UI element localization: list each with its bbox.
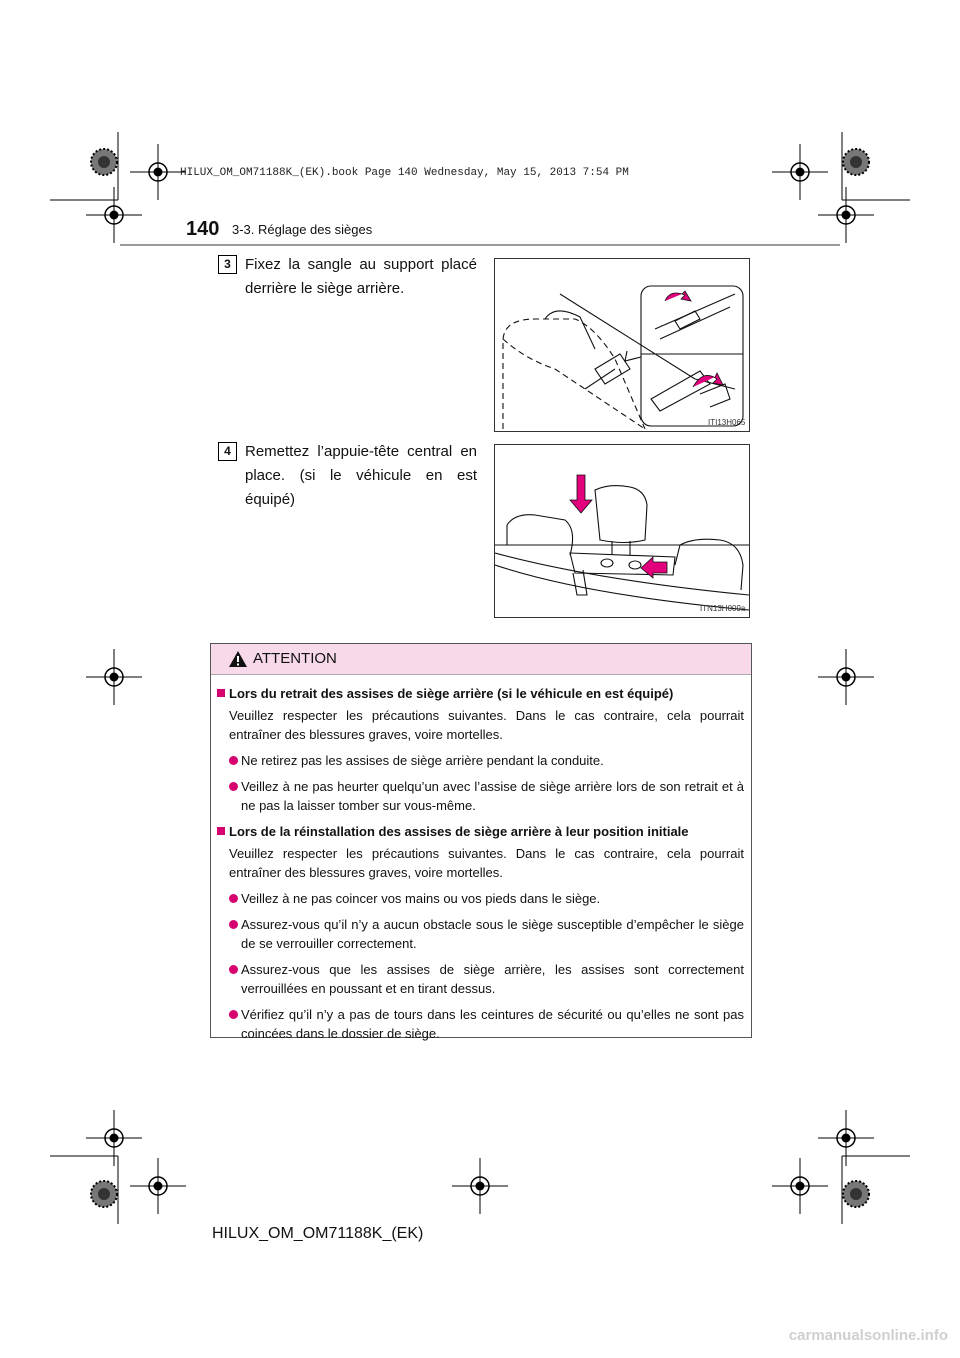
color-target-icon (91, 1181, 117, 1207)
square-bullet-icon (217, 689, 225, 697)
registration-mark-icon (130, 144, 186, 200)
color-target-icon (91, 149, 117, 175)
step-number-badge: 3 (218, 255, 237, 274)
warning-bullet: Veillez à ne pas coincer vos mains ou vos pieds dans le siège. (217, 889, 744, 908)
warning-bullet: Ne retirez pas les assises de siège arrière pendant la conduite. (217, 751, 744, 770)
warning-box (210, 643, 752, 1041)
square-bullet-icon (217, 827, 225, 835)
warning-section (217, 822, 744, 1043)
registration-mark-icon (86, 1110, 142, 1166)
warning-paragraph: Veuillez respecter les précautions suivantes. Dans le cas contraire, cela pourrait entraîner des blessures graves, voire mortelles. (229, 708, 744, 742)
registration-mark-icon (818, 187, 874, 243)
circle-bullet-icon (229, 920, 238, 929)
watermark: carmanualsonline.info (788, 1327, 948, 1344)
header-rule (120, 244, 840, 246)
circle-bullet-icon (229, 1010, 238, 1019)
warning-bullet: Veillez à ne pas heurter quelqu’un avec l’assise de siège arrière lors de son retrait et à ne pas la laisser tomber sur vous-même. (217, 777, 744, 815)
figure-strap-attach (494, 258, 750, 432)
circle-bullet-icon (229, 894, 238, 903)
section-title: 3-3. Réglage des sièges (232, 222, 373, 237)
warning-paragraph: Veuillez respecter les précautions suivantes. Dans le cas contraire, cela pourrait entraîner des blessures graves, voire mortelles. (229, 846, 744, 880)
warning-header (211, 644, 751, 675)
step-number-badge: 4 (218, 442, 237, 461)
warning-section-heading: Lors du retrait des assises de siège arrière (si le véhicule en est équipé) (217, 684, 744, 703)
footer-model-code: HILUX_OM_OM71188K_(EK) (212, 1225, 424, 1242)
figure-code: ITN13H009a (700, 604, 746, 613)
circle-bullet-icon (229, 756, 238, 765)
warning-bullet: Assurez-vous que les assises de siège arrière, les assises sont correctement verrouillées en poussant et en tirant dessus. (217, 960, 744, 998)
color-target-icon (843, 149, 869, 175)
page-number: 140 (186, 218, 220, 240)
circle-bullet-icon (229, 965, 238, 974)
warning-triangle-icon (228, 650, 248, 668)
registration-mark-icon (818, 649, 874, 705)
warning-section-heading: Lors de la réinstallation des assises de siège arrière à leur position initiale (217, 822, 744, 841)
registration-mark-icon (452, 1158, 508, 1214)
registration-mark-icon (772, 1158, 828, 1214)
warning-bullet: Vérifiez qu’il n’y a pas de tours dans les ceintures de sécurité ou qu’elles ne sont pas coincées dans le dossier de siège. (217, 1005, 744, 1043)
registration-mark-icon (772, 144, 828, 200)
warning-section (217, 684, 744, 815)
registration-mark-icon (86, 649, 142, 705)
figure-code: ITI13H065 (708, 418, 746, 427)
seat-strap-illustration (495, 259, 749, 431)
headrest-install-illustration (495, 445, 749, 617)
registration-mark-icon (130, 1158, 186, 1214)
step-text: Remettez l’appuie-tête central en place. (si le véhicule en est équipé) (245, 443, 477, 508)
circle-bullet-icon (229, 782, 238, 791)
step-text: Fixez la sangle au support placé derrière le siège arrière. (245, 256, 477, 297)
registration-mark-icon (86, 187, 142, 243)
figure-headrest (494, 444, 750, 618)
color-target-icon (843, 1181, 869, 1207)
registration-mark-icon (818, 1110, 874, 1166)
book-stamp: HILUX_OM_OM71188K_(EK).book Page 140 Wednesday, May 15, 2013 7:54 PM (180, 167, 629, 179)
warning-content (217, 684, 744, 1050)
warning-bullet: Assurez-vous qu’il n’y a aucun obstacle sous le siège susceptible d’empêcher le siège de se verrouiller correctement. (217, 915, 744, 953)
warning-title: ATTENTION (253, 650, 337, 667)
